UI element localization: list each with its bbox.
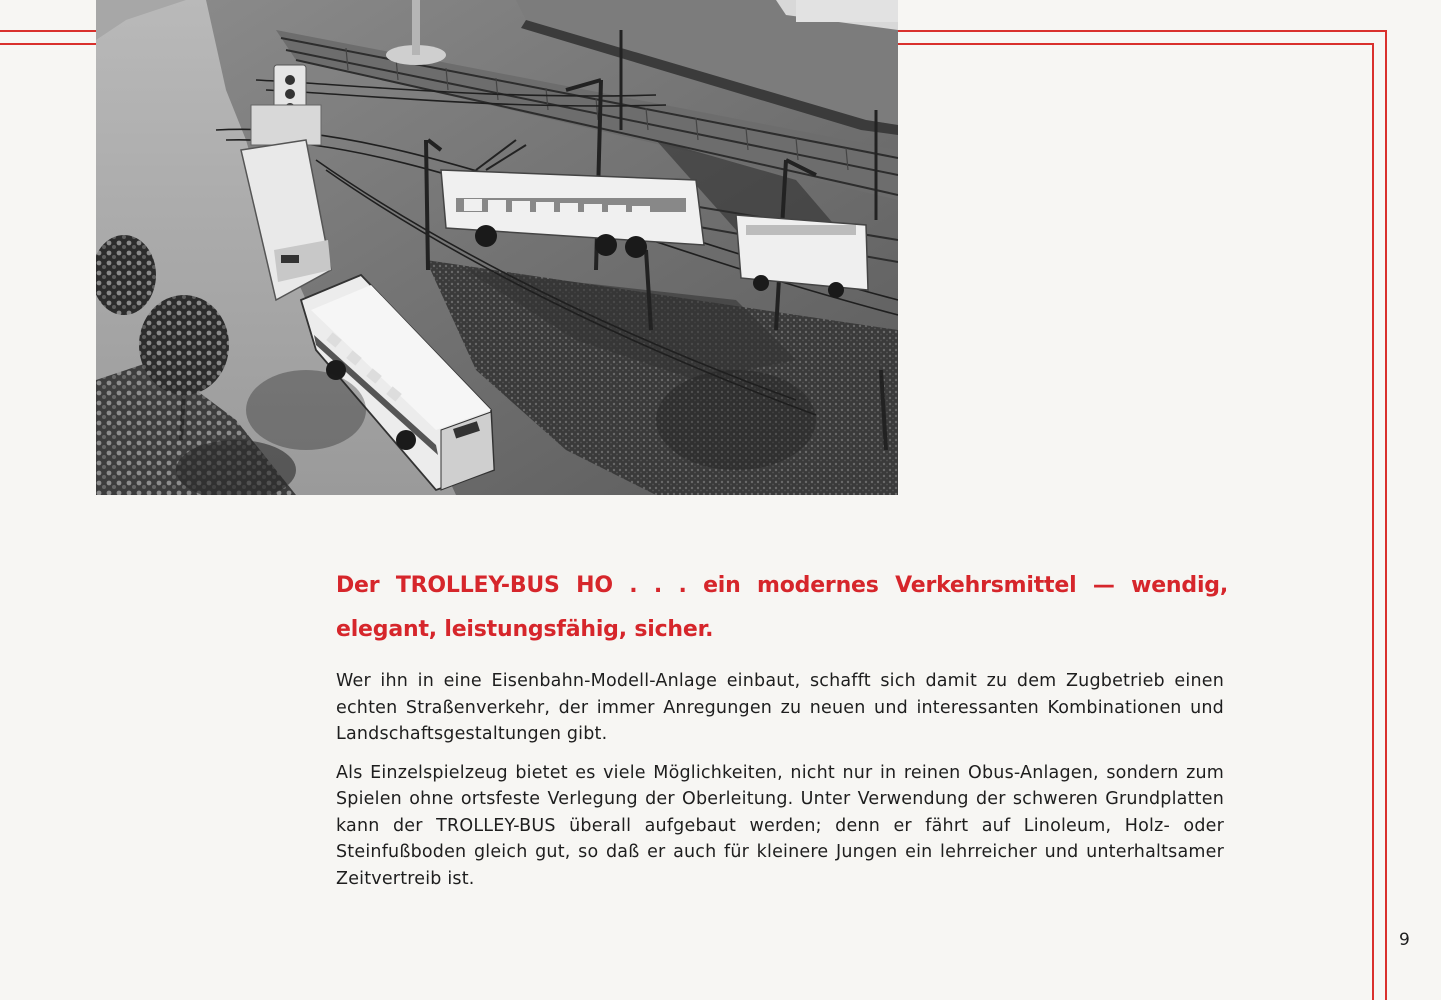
trolley-bus-photo [96, 0, 898, 495]
paragraph-2: Als Einzelspielzeug bietet es viele Möglichkeiten, nicht nur in reinen Obus-Anlagen, sondern zum Spielen ohne ortsfeste Verlegung der Oberleitung. Unter Verwendung der schweren Grundplatten kann der TROLLEY-BUS überall aufgebaut werden; denn er fährt auf Linoleum, Holz- oder Steinfußboden gleich gut, so daß er auch für kleinere Jungen ein lehrreicher und unterhaltsamer Zeitvertreib ist. [336, 762, 1224, 889]
paragraph-1: Wer ihn in eine Eisenbahn-Modell-Anlage einbaut, schafft sich damit zu dem Zugbetrieb einen echten Straßenverkehr, der immer Anregungen zu neuen und interessanten Kombinationen und Landschaftsgestaltungen gibt. [336, 671, 1224, 744]
frame-rule-vertical-outer [1385, 30, 1387, 1000]
page-number: 9 [1399, 930, 1410, 950]
frame-rule-vertical-inner [1372, 43, 1374, 1000]
frame-rule-right-top [898, 30, 1387, 32]
headline: Der TROLLEY-BUS HO . . . ein modernes Verkehrsmittel — wendig, elegant, leistungsfähig, sicher. [336, 573, 1228, 642]
frame-rule-left-bottom [0, 43, 96, 45]
frame-rule-left-top [0, 30, 96, 32]
body-text [336, 668, 1224, 904]
frame-rule-right-bottom [898, 43, 1374, 45]
